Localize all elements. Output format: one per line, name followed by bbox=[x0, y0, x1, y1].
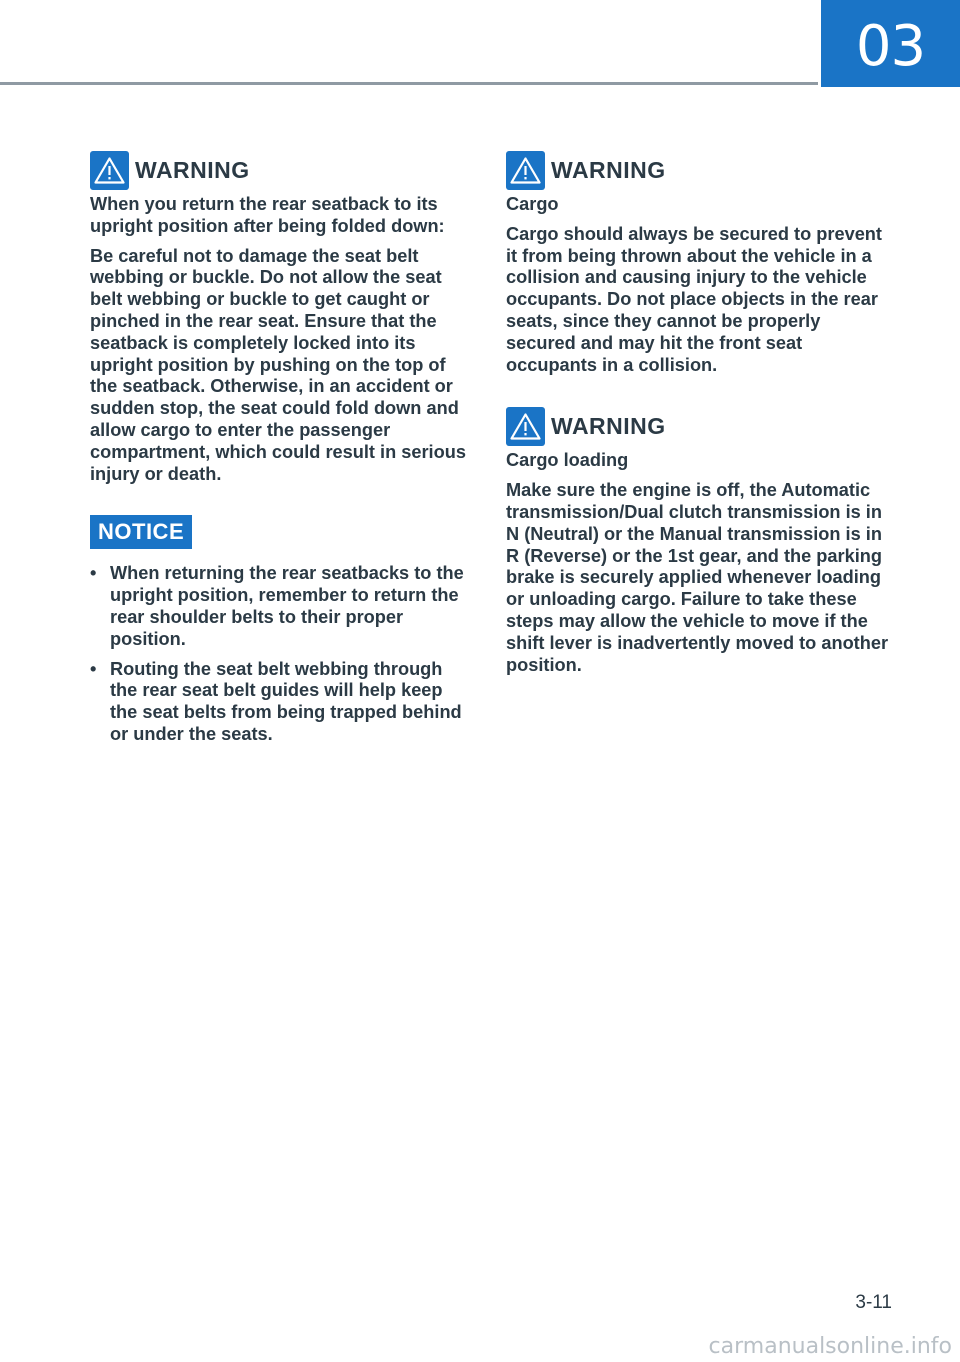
notice-block bbox=[90, 515, 470, 745]
notice-item-text: When returning the rear seatbacks to the upright position, remember to return the rear shoulder belts to their proper position. bbox=[110, 563, 464, 649]
header-rule bbox=[0, 82, 818, 85]
warning-seatback-block bbox=[90, 150, 470, 485]
bullet-dot-icon: • bbox=[90, 563, 97, 584]
warning-triangle-icon bbox=[90, 151, 129, 190]
warning-title: WARNING bbox=[551, 156, 666, 183]
notice-list bbox=[90, 563, 470, 745]
bullet-dot-icon: • bbox=[90, 658, 97, 679]
warning-header bbox=[506, 150, 890, 190]
chapter-tab: 03 bbox=[821, 0, 960, 87]
list-item bbox=[90, 659, 470, 746]
warning-title: WARNING bbox=[551, 412, 666, 439]
warning-subtitle: Cargo bbox=[506, 194, 559, 214]
warning-title: WARNING bbox=[135, 156, 250, 183]
notice-badge: NOTICE bbox=[90, 515, 192, 549]
page-number: 3-11 bbox=[855, 1292, 892, 1313]
warning-subtitle: Cargo loading bbox=[506, 450, 629, 471]
watermark: carmanualsonline.info bbox=[708, 1334, 952, 1359]
warning-header bbox=[506, 406, 890, 446]
notice-item-text: Routing the seat belt webbing through the rear seat belt guides will help keep the seat belts from being trapped behind or under the seats. bbox=[110, 658, 462, 744]
warning-paragraph: Be careful not to damage the seat belt webbing or buckle. Do not allow the seat belt webbing or buckle to get caught or pinched in the rear seat. Ensure that the seatback is completely locked into its upright position by pushing on the top of the seatback. Otherwise, in an accident or sudden stop, the seat could fold down and allow cargo to enter the passenger compartment, which could result in serious injury or death. bbox=[90, 245, 466, 484]
list-item bbox=[90, 563, 470, 650]
warning-paragraph: Cargo should always be secured to prevent it from being thrown about the vehicle in a collision and causing injury to the vehicle occupants. Do not place objects in the rear seats, since they cannot be properly secured and may hit the front seat occupants in a collision. bbox=[506, 223, 882, 375]
warning-paragraph: Make sure the engine is off, the Automatic transmission/Dual clutch transmission is in N (Neutral) or the Manual transmission is in R (Reverse) or the 1st gear, and the parking brake is securely applied whenever loading or unloading cargo. Failure to take these steps may allow the vehicle to move if the shift lever is inadvertently moved to another position. bbox=[506, 480, 889, 675]
warning-header bbox=[90, 150, 470, 190]
right-column bbox=[506, 150, 890, 706]
warning-triangle-icon bbox=[506, 151, 545, 190]
warning-paragraph: When you return the rear seatback to its upright position after being folded down: bbox=[90, 194, 445, 236]
warning-cargo-block bbox=[506, 150, 890, 376]
warning-loading-block bbox=[506, 406, 890, 676]
left-column bbox=[90, 150, 470, 776]
warning-triangle-icon bbox=[506, 407, 545, 446]
